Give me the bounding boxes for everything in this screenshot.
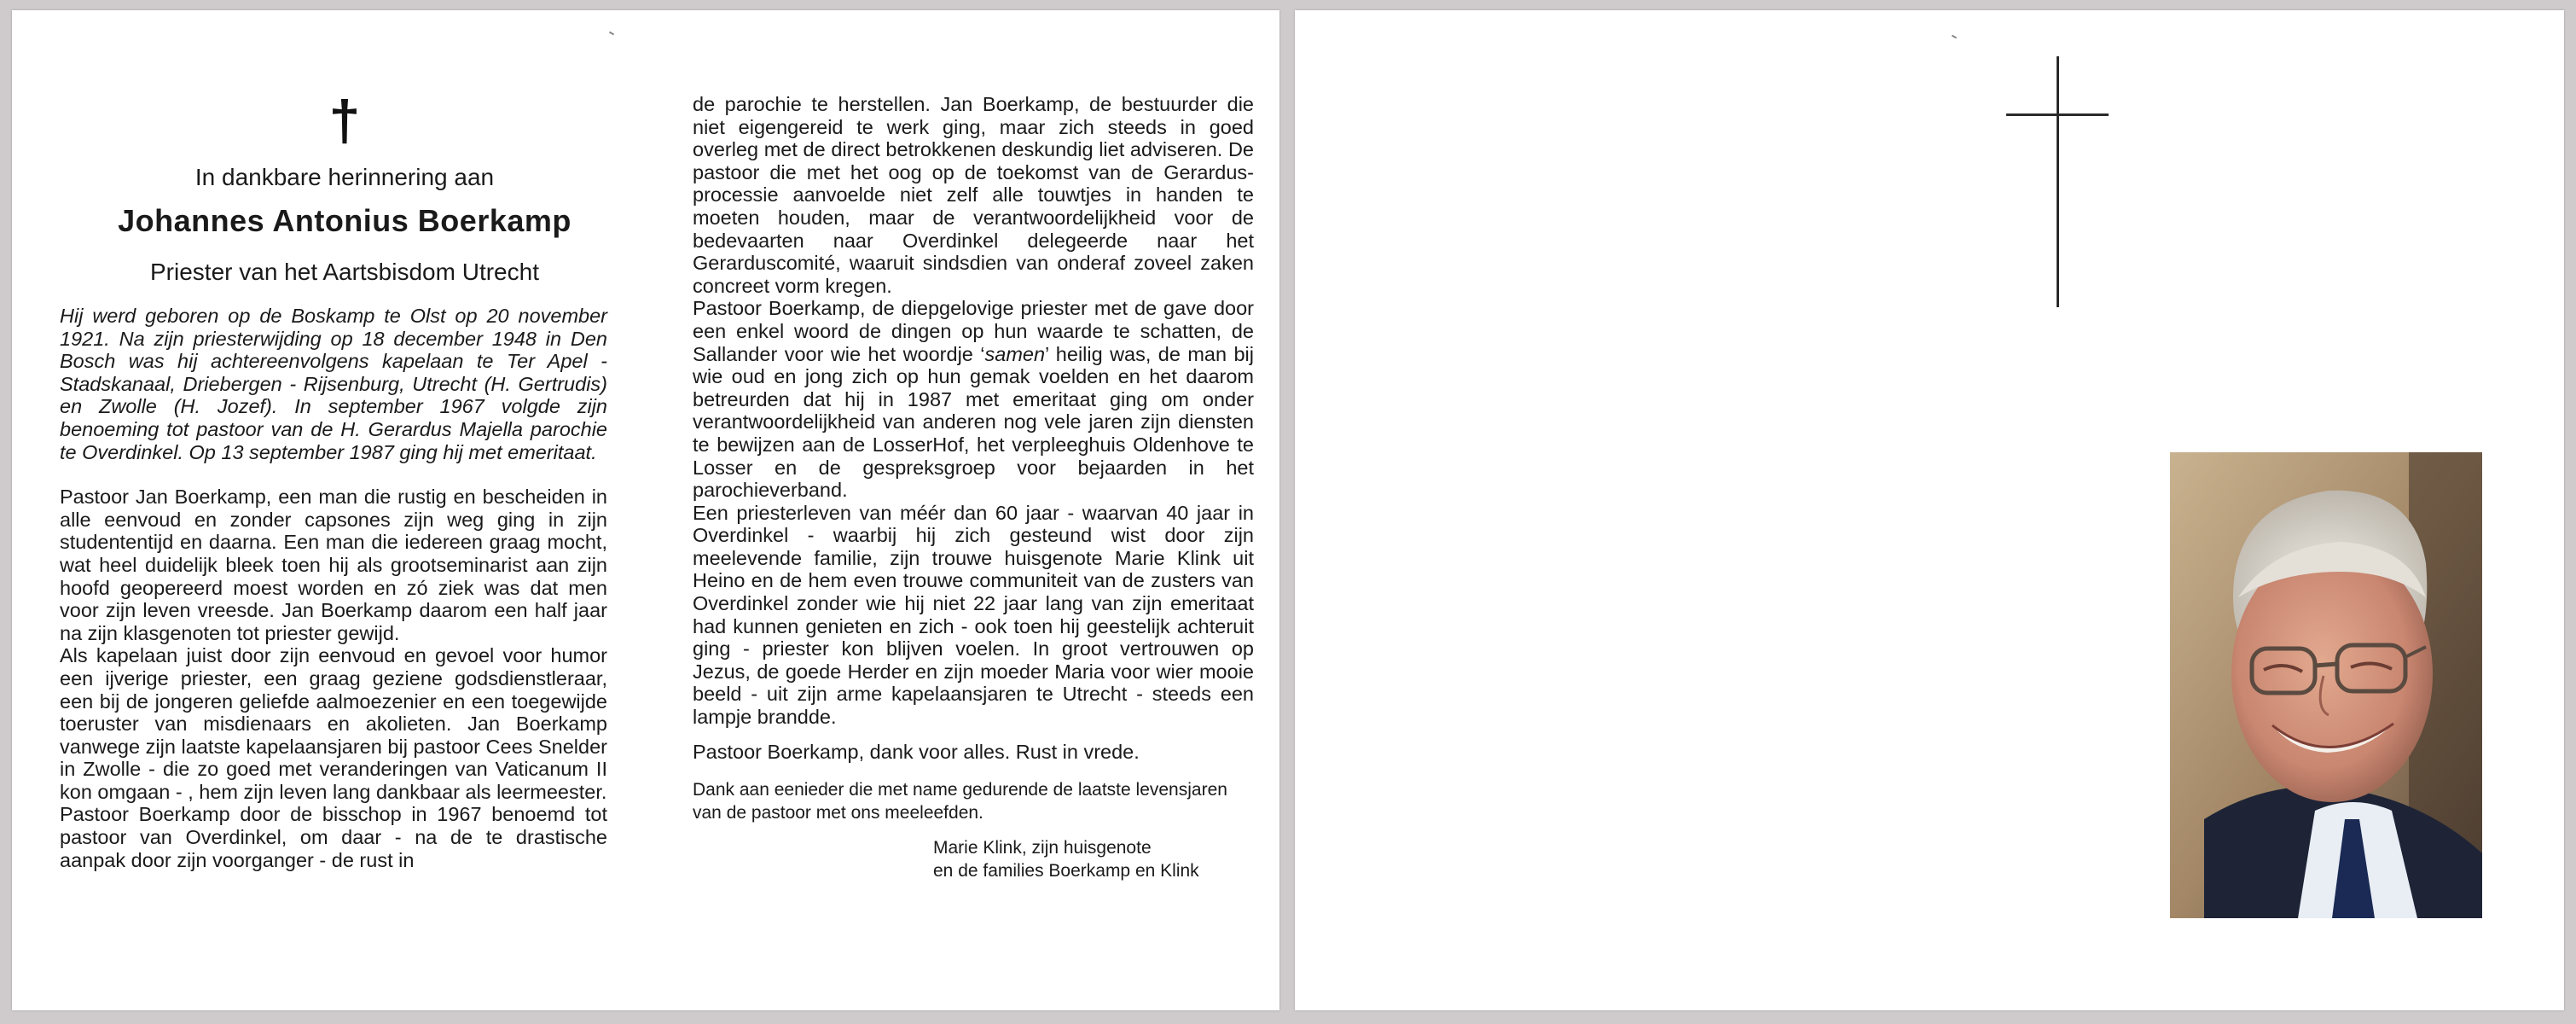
signature bbox=[693, 836, 1254, 882]
paragraph-1: Pastoor Jan Boerkamp, een man die rustig en bescheiden in alle eenvoud en zonder capsones zijn weg ging in zijn studententijd en daarna. Een man die iedereen graag mocht, wat heel duidelijk bleek toen hij als grootseminarist aan zijn hoofd geopereerd moest worden en zó ziek was dat men voor zijn leven vreesde. Jan Boerkamp daarom een half jaar na zijn klasgenoten tot priester gewijd. bbox=[60, 486, 607, 644]
left-text-column bbox=[60, 305, 607, 871]
cross-icon: † bbox=[328, 89, 361, 152]
paragraph-5-start: Pastoor Boerkamp, de diepgelovige priester met de gave door een enkel woord de dingen op hun waarde te schatten, de Sallander voor wie het woordje ‘ bbox=[693, 297, 1254, 365]
large-cross-icon bbox=[2006, 56, 2109, 307]
samen-word: samen bbox=[984, 342, 1046, 365]
deceased-role: Priester van het Aartsbisdom Utrecht bbox=[150, 259, 539, 285]
right-text-column bbox=[693, 93, 1254, 882]
signature-line-1: Marie Klink, zijn huisgenote bbox=[933, 838, 1152, 858]
closing-line: Pastoor Boerkamp, dank voor alles. Rust in vrede. bbox=[693, 740, 1140, 763]
paragraph-6: Een priesterleven van méér dan 60 jaar - waarvan 40 jaar in Overdinkel - waarbij hij zich gesteund wist door zijn meelevende familie, zijn trouwe huisgenote Marie Klink uit Heino en de hem even trouwe communiteit van de zusters van Overdinkel zonder wie hij niet 22 jaar lang van zijn emeritaat had kunnen genieten en zich - ook toen hij geestelijk achteruit ging - priester kon blijven voelen. In groot vertrouwen op Jezus, de goede Herder en zijn moeder Maria voor wier mooie beeld - uit zijn arme kapelaansjaren te Utrecht - steeds een lampje brandde. bbox=[693, 501, 1254, 729]
deceased-name: Johannes Antonius Boerkamp bbox=[118, 203, 571, 238]
paragraph-2: Als kapelaan juist door zijn eenvoud en gevoel voor humor een ijverige priester, een graag geziene godsdienstleraar, een bij de jongeren geliefde aalmoezenier en een toegewijde toeruster van misdienaars en akolieten. Jan Boerkamp vanwege zijn laatste kapelaansjaren bij pastoor Cees Snelder in Zwolle - die zo goed met veranderingen van Vaticanum II kon omgaan - , hem zijn leven lang dankbaar als leermeester. bbox=[60, 644, 607, 803]
signature-line-2: en de families Boerkamp en Klink bbox=[933, 861, 1199, 881]
corner-mark bbox=[609, 32, 614, 36]
paragraph-4: de parochie te herstellen. Jan Boerkamp, de bestuurder die niet eigengereid te werk ging, maar zich steeds in goed overleg met de direct betrokkenen deskundig liet adviseren. De pastoor die met het oog op de toekomst van de Gerardus-processie aanvoelde niet zelf alle touwtjes in handen te moeten houden, maar de verantwoordelijkheid voor de bedevaarten naar Overdinkel delegeerde naar het Gerarduscomité, waaruit sindsdien van onderaf zoveel zaken concreet vorm kregen. bbox=[693, 93, 1254, 297]
paragraph-3: Pastoor Boerkamp door de bisschop in 1967 benoemd tot pastoor van Overdinkel, om daar - na de te drastische aanpak door zijn voorganger - de rust in bbox=[60, 803, 607, 871]
biography-paragraph: Hij werd geboren op de Boskamp te Olst op 20 november 1921. Na zijn priesterwijding op 18 december 1948 in Den Bosch was hij achtereenvolgens kapelaan te Ter Apel - Stadskanaal, Driebergen - Rijsenburg, Utrecht (H. Gertrudis) en Zwolle (H. Jozef). In september 1967 volgde zijn benoeming tot pastoor van de H. Gerardus Majella parochie te Overdinkel. Op 13 september 1987 ging hij met emeritaat. bbox=[60, 305, 607, 463]
dedication-line: In dankbare herinnering aan bbox=[194, 164, 495, 190]
corner-mark bbox=[1952, 35, 1957, 39]
thanks-note: Dank aan eenieder die met name gedurende de laatste levensjaren van de pastoor met ons meeleefden. bbox=[693, 780, 1227, 823]
memorial-card-text-side bbox=[12, 10, 1279, 1010]
paragraph-5-end: ’ heilig was, de man bij wie oud en jong zich op hun gemak voelden en het daarom betreurden dat hij in 1987 met emeritaat ging om onder verantwoordelijkheid van anderen nog vele jaren zijn diensten te bewijzen aan de LosserHof, het verpleeghuis Oldenhove te Losser en de gespreksgroep voor bejaarden in het parochieverband. bbox=[693, 342, 1254, 502]
portrait-photo bbox=[2170, 452, 2482, 918]
paragraph-5 bbox=[693, 297, 1254, 501]
